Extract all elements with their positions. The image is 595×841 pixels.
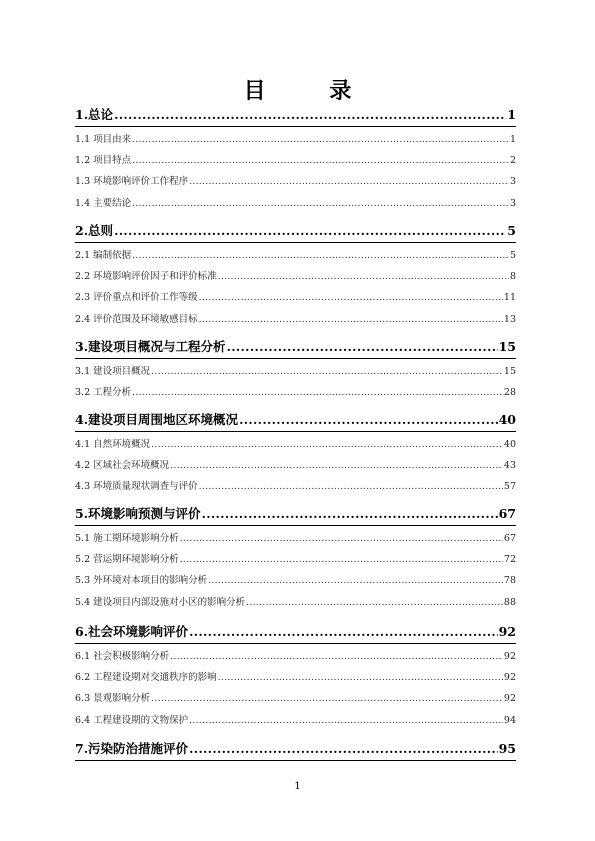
toc-section-page-number: 8 [509, 271, 516, 283]
toc-section[interactable] [75, 312, 516, 328]
toc-section-page-number: 94 [503, 714, 516, 726]
dot-leader [114, 104, 506, 126]
toc-chapter[interactable] [75, 336, 516, 359]
dot-leader [199, 479, 503, 495]
toc-chapter-label: 6.社会环境影响评价 [75, 624, 189, 639]
toc-section-page-number: 88 [503, 596, 516, 608]
toc-section-label: 3.2 工程分析 [75, 387, 132, 399]
toc-chapter-page-number: 5 [507, 223, 516, 238]
toc-chapter-page-number: 1 [507, 107, 516, 122]
toc-section[interactable] [75, 531, 516, 547]
toc-section-page-number: 11 [503, 292, 516, 304]
dot-leader [180, 552, 503, 568]
toc-section-page-number: 67 [503, 533, 516, 544]
toc-section[interactable] [75, 437, 516, 453]
toc-section-label: 2.2 环境影响评价因子和评价标准 [75, 271, 217, 283]
toc-section[interactable] [75, 153, 516, 169]
dot-leader [132, 132, 509, 148]
toc-section-label: 1.3 环境影响评价工作程序 [75, 176, 189, 188]
toc-section-label: 6.3 景观影响分析 [75, 693, 151, 705]
toc-section[interactable] [75, 479, 516, 495]
toc-section[interactable] [75, 713, 516, 729]
dot-leader [132, 153, 509, 169]
dot-leader [246, 595, 503, 611]
toc-section-page-number: 1 [509, 134, 516, 145]
toc-section[interactable] [75, 670, 516, 686]
toc-section[interactable] [75, 248, 516, 264]
toc-section[interactable] [75, 595, 516, 611]
toc-section[interactable] [75, 385, 516, 401]
dot-leader [189, 621, 498, 643]
toc-section[interactable] [75, 290, 516, 306]
toc-section-page-number: 3 [509, 176, 516, 188]
toc-section[interactable] [75, 573, 516, 589]
dot-leader [227, 336, 498, 358]
toc-section-page-number: 43 [503, 460, 516, 472]
toc-section-label: 1.2 项目特点 [75, 155, 132, 167]
toc-section-page-number: 5 [509, 250, 516, 261]
toc-section[interactable] [75, 269, 516, 285]
toc-section[interactable] [75, 458, 516, 474]
toc-chapter-label: 2.总则 [75, 223, 114, 238]
toc-section-page-number: 92 [503, 693, 516, 705]
dot-leader [151, 437, 503, 453]
dot-leader [239, 409, 498, 431]
toc-section-page-number: 40 [503, 439, 516, 450]
dot-leader [189, 713, 503, 729]
toc-chapter-label: 4.建设项目周围地区环境概况 [75, 412, 239, 427]
toc-section-page-number: 3 [509, 197, 516, 209]
toc-section-label: 4.2 区域社会环境概况 [75, 460, 170, 472]
toc-section[interactable] [75, 196, 516, 212]
toc-section-label: 5.4 建设项目内部设施对小区的影响分析 [75, 596, 246, 608]
toc-section-label: 6.2 工程建设期对交通秩序的影响 [75, 672, 217, 684]
toc-section-label: 6.1 社会积极影响分析 [75, 651, 170, 662]
dot-leader [189, 174, 509, 190]
toc-section-label: 1.4 主要结论 [75, 197, 132, 209]
toc-section-label: 5.3 外环境对本项目的影响分析 [75, 575, 208, 587]
toc-chapter-page-number: 15 [498, 339, 516, 354]
dot-leader [132, 196, 509, 212]
toc-chapter[interactable] [75, 503, 516, 526]
toc-section-page-number: 2 [509, 155, 516, 167]
toc-chapter[interactable] [75, 220, 516, 243]
toc-chapter[interactable] [75, 738, 516, 761]
toc-section[interactable] [75, 364, 516, 380]
toc-section-label: 1.1 项目由来 [75, 134, 132, 145]
dot-leader [189, 738, 498, 760]
page-title: 目 录 [243, 78, 380, 104]
dot-leader [170, 649, 503, 665]
toc-chapter-label: 1.总论 [75, 107, 114, 122]
toc-section-label: 5.2 营运期环境影响分析 [75, 554, 179, 566]
toc-section-page-number: 92 [503, 672, 516, 684]
toc-chapter[interactable] [75, 409, 516, 432]
dot-leader [132, 385, 503, 401]
toc-section-label: 2.1 编制依据 [75, 250, 132, 261]
toc-chapter-page-number: 67 [498, 506, 516, 521]
toc-section[interactable] [75, 132, 516, 148]
toc-section-label: 4.1 自然环境概况 [75, 439, 151, 450]
toc-section-label: 2.4 评价范围及环境敏感目标 [75, 313, 198, 325]
toc-section-page-number: 78 [503, 575, 516, 587]
toc-section-label: 5.1 施工期环境影响分析 [75, 533, 179, 544]
toc-chapter-label: 3.建设项目概况与工程分析 [75, 339, 226, 354]
dot-leader [208, 573, 503, 589]
toc-section-page-number: 28 [503, 387, 516, 399]
dot-leader [151, 691, 503, 707]
toc-section-page-number: 15 [503, 366, 516, 377]
dot-leader [170, 458, 503, 474]
dot-leader [218, 670, 503, 686]
toc-section-label: 3.1 建设项目概况 [75, 366, 151, 377]
dot-leader [151, 364, 503, 380]
toc-section-label: 2.3 评价重点和评价工作等级 [75, 292, 198, 304]
dot-leader [218, 269, 509, 285]
toc-section[interactable] [75, 552, 516, 568]
toc-section[interactable] [75, 691, 516, 707]
toc-section-page-number: 57 [503, 481, 516, 493]
dot-leader [199, 312, 503, 328]
toc-chapter-page-number: 95 [498, 741, 516, 756]
toc-chapter-label: 7.污染防治措施评价 [75, 741, 189, 756]
dot-leader [180, 531, 503, 547]
toc-chapter[interactable] [75, 104, 516, 127]
dot-leader [199, 290, 503, 306]
dot-leader [114, 220, 506, 242]
toc-section[interactable] [75, 174, 516, 190]
toc-section-label: 4.3 环境质量现状调查与评价 [75, 481, 198, 493]
dot-leader [132, 248, 509, 264]
page-number-footer: 1 [294, 781, 301, 792]
toc-section-page-number: 72 [503, 554, 516, 566]
toc-chapter-page-number: 92 [498, 624, 516, 639]
toc-section-label: 6.4 工程建设期的文物保护 [75, 714, 189, 726]
toc-chapter-page-number: 40 [498, 412, 516, 427]
dot-leader [202, 503, 498, 525]
toc-section-page-number: 13 [503, 313, 516, 325]
toc-section[interactable] [75, 649, 516, 665]
toc-chapter[interactable] [75, 621, 516, 644]
toc-chapter-label: 5.环境影响预测与评价 [75, 506, 201, 521]
toc-section-page-number: 92 [503, 651, 516, 662]
